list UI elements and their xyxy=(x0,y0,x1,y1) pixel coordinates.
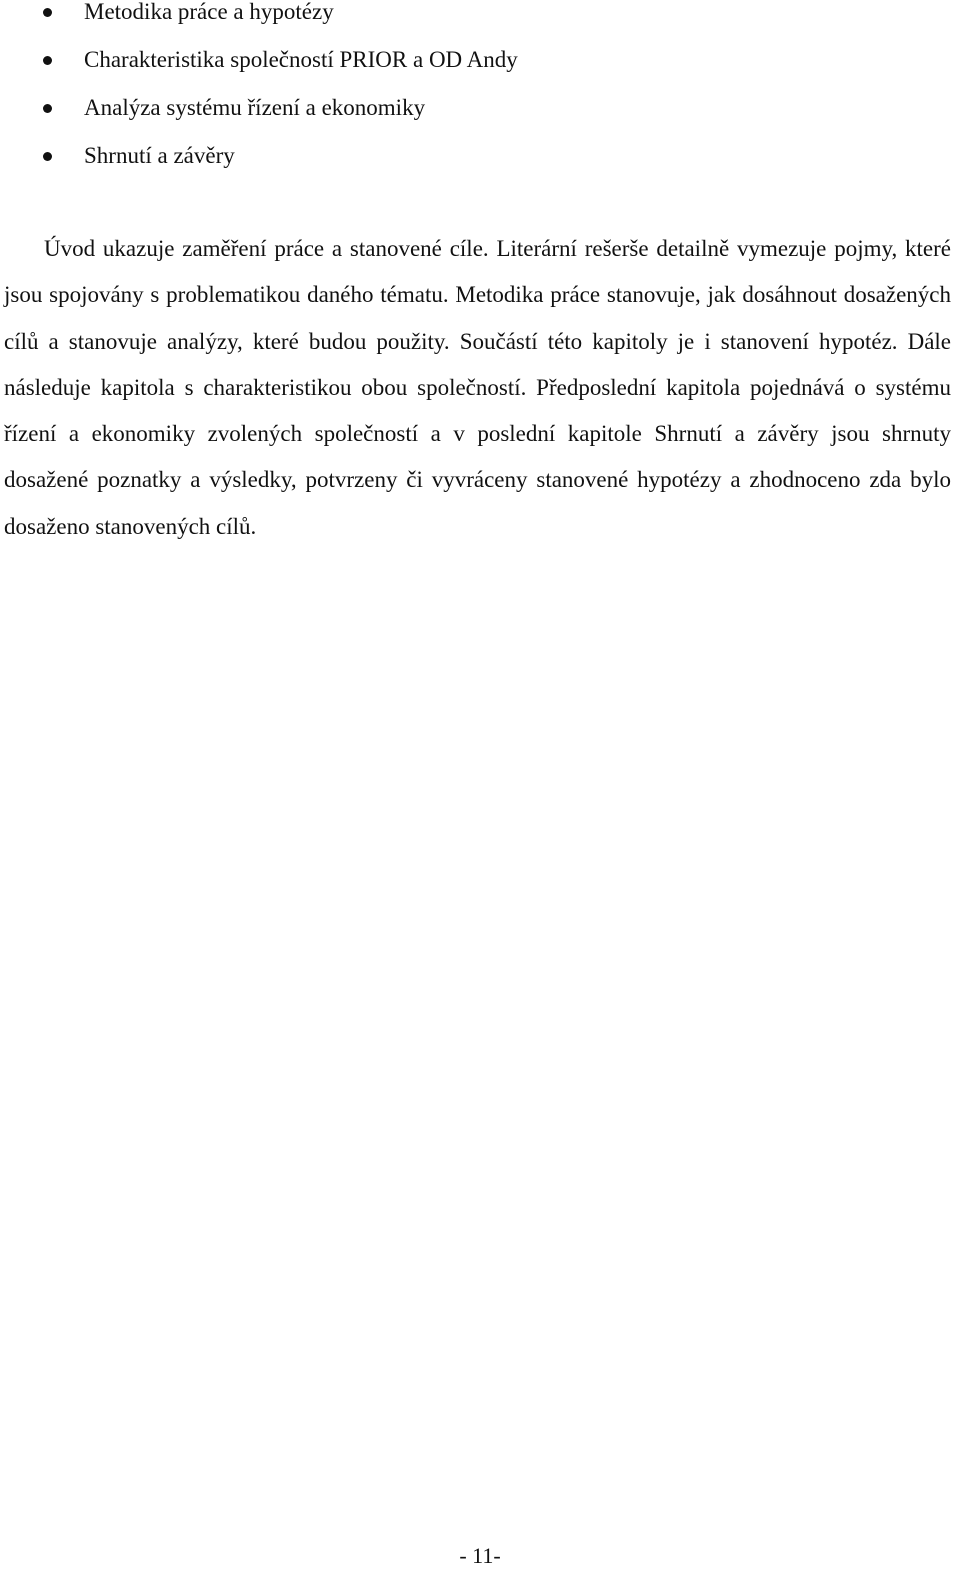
bullet-text: Analýza systému řízení a ekonomiky xyxy=(84,95,426,120)
bullet-text: Shrnutí a závěry xyxy=(84,143,235,168)
bullet-item xyxy=(0,88,960,136)
chapter-bullet-list xyxy=(0,0,960,184)
bullet-dot-icon xyxy=(43,56,52,65)
bullet-item xyxy=(0,136,960,184)
bullet-dot-icon xyxy=(43,104,52,113)
bullet-text: Charakteristika společností PRIOR a OD Andy xyxy=(84,47,518,72)
body-paragraph: Úvod ukazuje zaměření práce a stanovené cíle. Literární rešerše detailně vymezuje pojmy, které jsou spojovány s problematikou daného tématu. Metodika práce stanovuje, jak dosáhnout dosažených cílů a stanovuje analýzy, které budou použity. Součástí této kapitoly je i stanovení hypotéz. Dále následuje kapitola s charakteristikou obou společností. Předposlední kapitola pojednává o systému řízení a ekonomiky zvolených společností a v poslední kapitole Shrnutí a závěry jsou shrnuty dosažené poznatky a výsledky, potvrzeny či vyvráceny stanovené hypotézy a zhodnoceno zda bylo dosaženo stanovených cílů. xyxy=(4,236,951,539)
bullet-item xyxy=(0,0,960,40)
bullet-item xyxy=(0,40,960,88)
bullet-dot-icon xyxy=(43,152,52,161)
bullet-text: Metodika práce a hypotézy xyxy=(84,0,334,24)
page-number: - 11- xyxy=(459,1543,501,1568)
bullet-dot-icon xyxy=(43,8,52,17)
